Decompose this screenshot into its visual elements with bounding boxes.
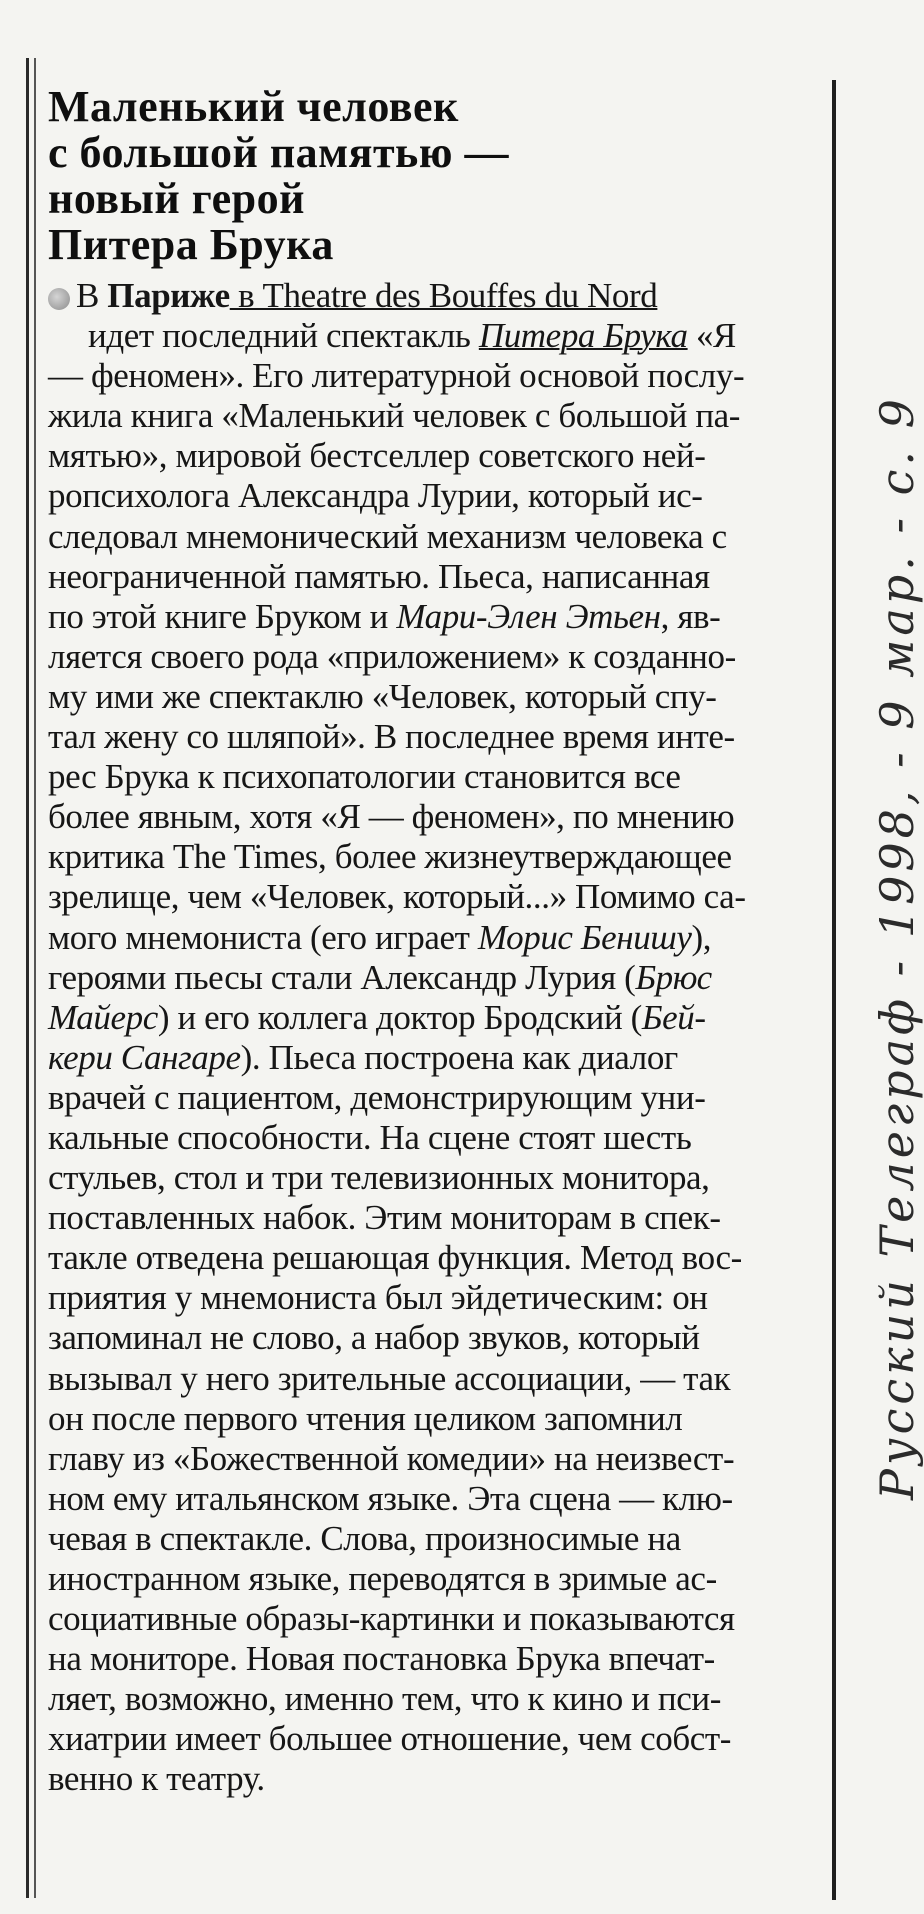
body-line: тал жену со шляпой». В последнее время инте- <box>48 717 735 757</box>
body-text: ), <box>691 917 712 957</box>
body-line <box>48 958 820 998</box>
body-text-underlined: в Theatre des Bouffes du Nord <box>229 276 658 315</box>
body-text: мого мнемониста (его играет <box>48 917 478 957</box>
body-text: «Я <box>687 316 736 356</box>
body-line: рес Брука к психопатологии становится все <box>48 757 681 797</box>
body-line: на мониторе. Новая постановка Брука впечат- <box>48 1639 715 1679</box>
headline-line: с большой памятью — <box>48 128 509 177</box>
body-line: критика The Times, более жизнеутверждающее <box>48 837 732 877</box>
body-line <box>48 998 820 1038</box>
body-line: вызывал у него зрительные ассоциации, — так <box>48 1358 731 1398</box>
body-line: поставленных набок. Этим мониторам в спек- <box>48 1198 721 1238</box>
body-line: ном ему итальянском языке. Эта сцена — клю- <box>48 1478 733 1518</box>
body-line: социативные образы-картинки и показываются <box>48 1599 735 1639</box>
body-line: запоминал не слово, а набор звуков, который <box>48 1318 700 1358</box>
left-column-rule-inner <box>34 58 36 1898</box>
body-line: приятия у мнемониста был эйдетическим: он <box>48 1278 708 1318</box>
article-headline <box>48 84 820 268</box>
article <box>48 84 820 1800</box>
body-line: такле отведена решающая функция. Метод вос- <box>48 1238 742 1278</box>
body-line: — феномен». Его литературной основой послу- <box>48 356 745 396</box>
body-text-italic: кери Сангаре <box>48 1037 241 1077</box>
right-column-rule <box>832 80 836 1900</box>
body-line: му ими же спектаклю «Человек, который спу- <box>48 676 717 716</box>
body-line: врачей с пациентом, демонстрирующим уни- <box>48 1077 706 1117</box>
headline-line: Маленький человек <box>48 82 459 131</box>
handwritten-annotation: Русский Телеграф - 1998, - 9 мар. - с. 9 <box>870 395 924 1500</box>
body-line: главу из «Божественной комедии» на неизвест- <box>48 1438 735 1478</box>
body-text: по этой книге Бруком и <box>48 596 397 636</box>
body-line: жила книга «Маленький человек с большой па- <box>48 396 741 436</box>
body-text: идет последний спектакль <box>88 316 479 356</box>
body-line <box>48 276 820 316</box>
body-line <box>48 918 820 958</box>
body-text-italic: Бей- <box>641 997 706 1037</box>
body-line: ляет, возможно, именно тем, что к кино и пси- <box>48 1679 721 1719</box>
body-text-italic: Мари-Элен Этьен <box>396 596 661 636</box>
body-line <box>48 316 820 356</box>
left-column-rule <box>26 58 29 1898</box>
body-text: ) и его коллега доктор Бродский ( <box>157 997 642 1037</box>
body-text-italic: Майерс <box>48 997 158 1037</box>
body-line: ляется своего рода «приложением» к созданно- <box>48 636 736 676</box>
body-line: он после первого чтения целиком запомнил <box>48 1398 683 1438</box>
headline-line: Питера Брука <box>48 220 334 269</box>
body-line: ропсихолога Александра Лурии, который ис- <box>48 476 703 516</box>
body-text-italic: Питера Брука <box>478 316 688 356</box>
body-text: ). Пьеса построена как диалог <box>240 1037 678 1077</box>
bullet-icon <box>48 288 70 310</box>
body-line: мятью», мировой бестселлер советского ней- <box>48 436 706 476</box>
body-text: героями пьесы стали Александр Лурия ( <box>48 957 636 997</box>
body-text: В <box>76 276 108 315</box>
body-text-bold: Париже <box>107 276 230 315</box>
body-line: более явным, хотя «Я — феномен», по мнению <box>48 797 735 837</box>
body-line: иностранном языке, переводятся в зримые ас- <box>48 1559 717 1598</box>
body-line: венно к театру. <box>48 1759 265 1799</box>
body-line: чевая в спектакле. Слова, произносимые на <box>48 1518 681 1558</box>
body-line: стульев, стол и три телевизионных монитора, <box>48 1158 710 1198</box>
body-line: неограниченной памятью. Пьеса, написанная <box>48 556 710 596</box>
body-text-italic: Морис Бенишу <box>477 917 692 957</box>
body-line <box>48 597 820 637</box>
body-line <box>48 1038 820 1078</box>
body-line: следовал мнемонический механизм человека с <box>48 516 727 556</box>
body-line: кальные способности. На сцене стоят шесть <box>48 1117 692 1157</box>
body-text: , яв- <box>660 596 721 636</box>
article-body <box>48 276 820 1800</box>
body-text-italic: Брюс <box>635 957 712 997</box>
body-line: зрелище, чем «Человек, который...» Помимо са- <box>48 877 746 917</box>
headline-line: новый герой <box>48 174 305 223</box>
body-line: хиатрии имеет большее отношение, чем собст- <box>48 1719 732 1759</box>
